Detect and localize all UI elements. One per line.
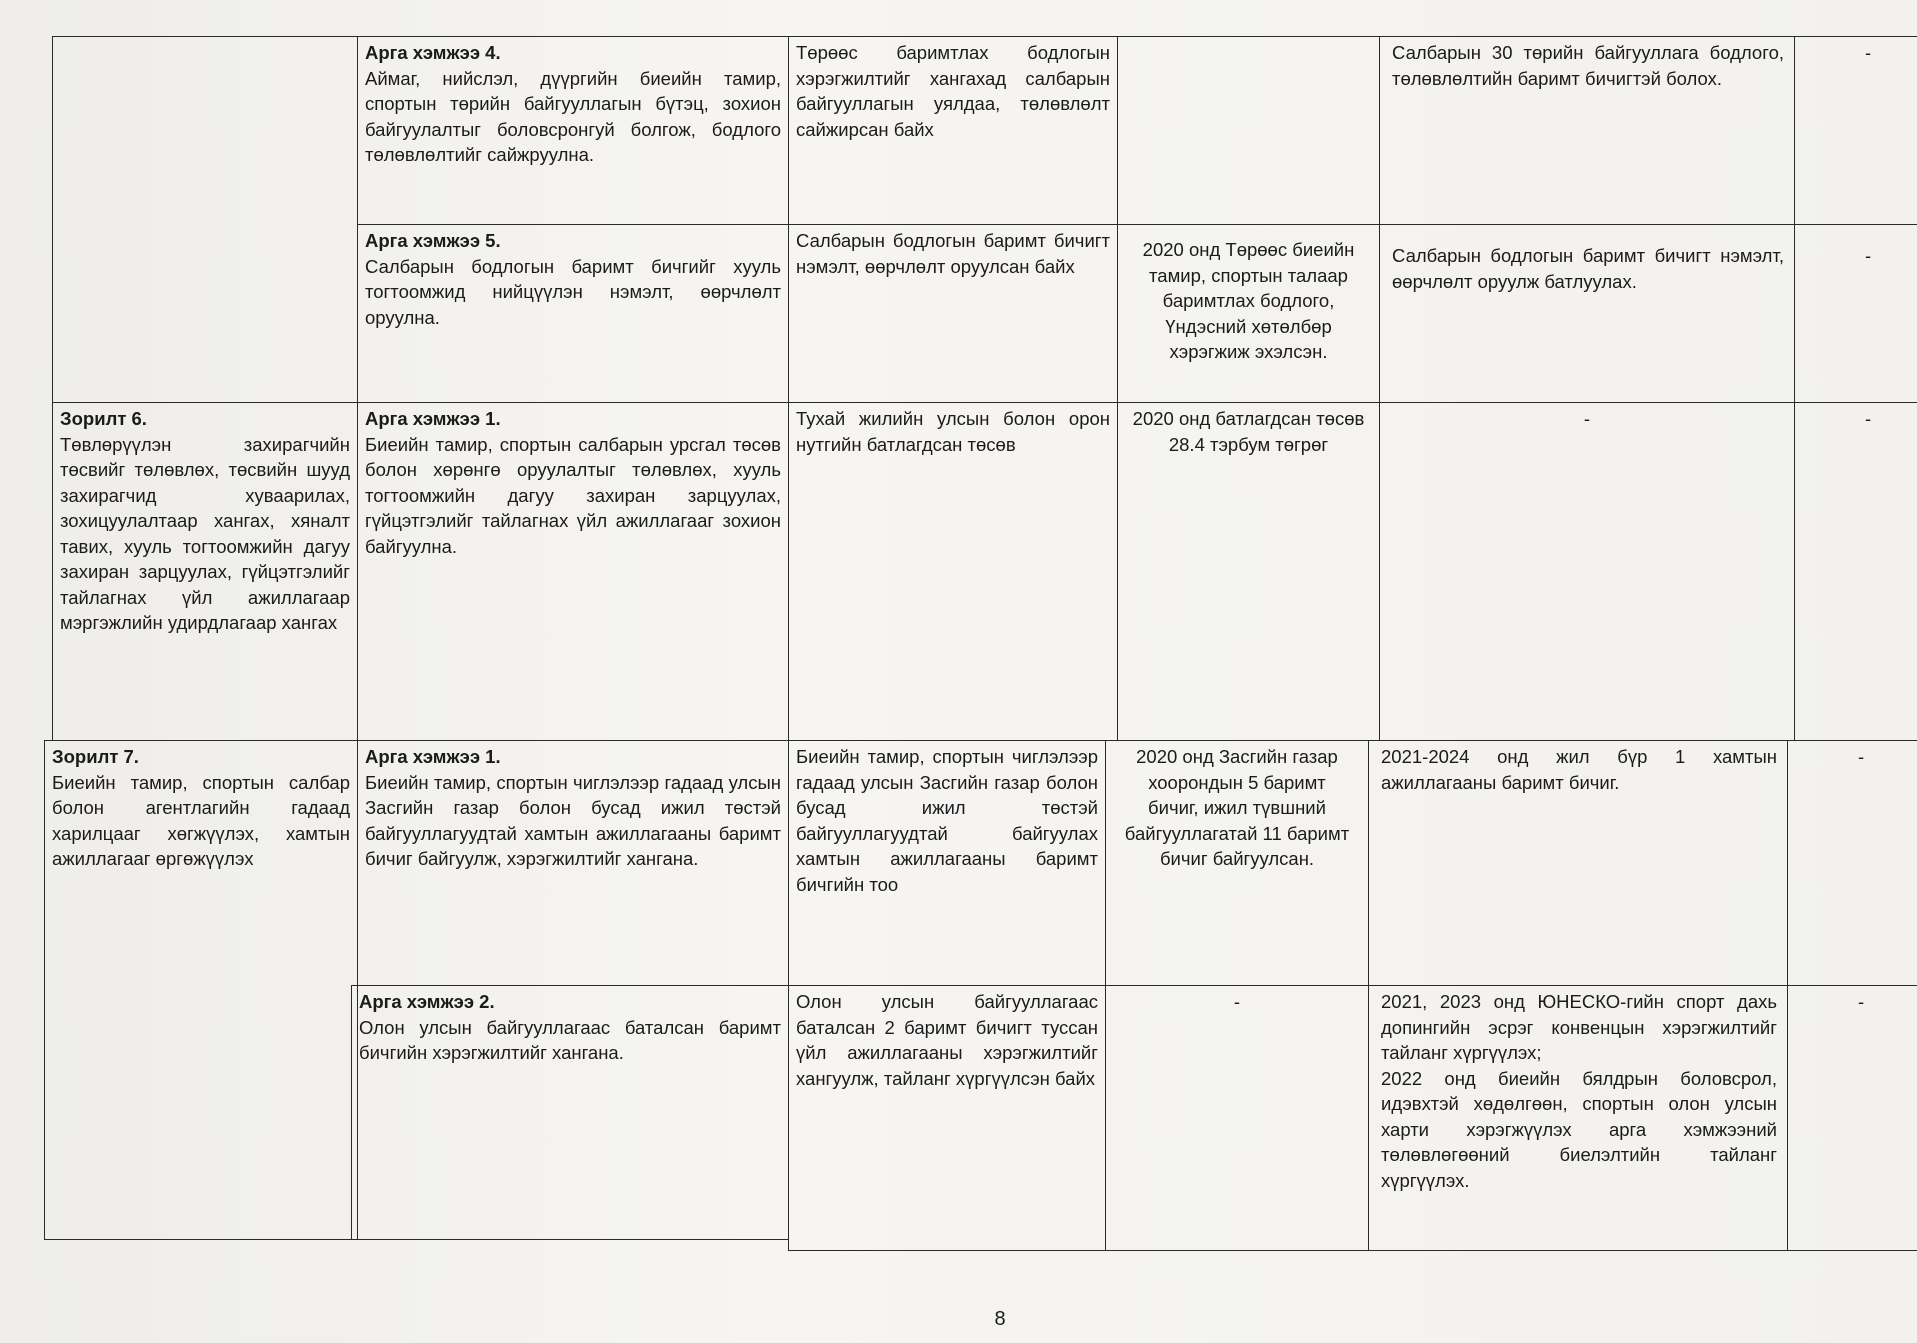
goal-6-measure-1-title: Арга хэмжээ 1.: [365, 408, 501, 429]
goal-7-measure-1-indicator-text: Биеийн тамир, спортын чиглэлээр гадаад улсын Засгийн газар болон бусад ижил төстэй байгууллагуудтай байгуулах хамтын ажиллагааны баримт бичгийн тоо: [796, 746, 1098, 895]
goal-6-measure-1-cell: [357, 402, 789, 741]
goal-7-measure-1-text: Биеийн тамир, спортын чиглэлээр гадаад улсын Засгийн газар болон бусад ижил төстэй байгууллагуудтай хамтын ажиллагааны баримт бичиг байгуулж, хэрэгжилтийг хангана.: [365, 771, 781, 869]
goal-7-cell: [44, 740, 358, 1240]
goal-7-measure-1-baseline-text: 2020 онд Засгийн газар хоорондын 5 баримт бичиг, ижил түвшний байгууллагатай 11 баримт бичиг байгуулсан.: [1124, 746, 1350, 869]
measure-4-last-text: -: [1865, 42, 1872, 63]
goal-6-cell: [52, 402, 358, 741]
goal-6-target: [1379, 402, 1795, 741]
measure-4-last: [1794, 36, 1917, 225]
goal-6-title: Зорилт 6.: [60, 408, 147, 429]
measure-5-cell: [357, 224, 789, 403]
measure-5-indicator-text: Салбарын бодлогын баримт бичигт нэмэлт, өөрчлөлт оруулсан байх: [796, 230, 1110, 277]
goal-6-measure-1-text: Биеийн тамир, спортын салбарын урсгал төсөв болон хөрөнгө оруулалтыг төлөвлөх, хууль тогтоомжийн дагуу захиран зарцуулах, гүйцэтгэлийг тайлагнах үйл ажиллагааг зохион байгуулна.: [365, 433, 781, 557]
measure-4-title: Арга хэмжээ 4.: [365, 42, 501, 63]
goal-7-title: Зорилт 7.: [52, 746, 139, 767]
goal-7-measure-2-text: Олон улсын байгууллагаас баталсан баримт бичгийн хэрэгжилтийг хангана.: [359, 1016, 781, 1063]
goal-7-measure-2-baseline: [1105, 985, 1369, 1251]
goal-7-measure-2-indicator: [788, 985, 1106, 1251]
measure-5-target-text: Салбарын бодлогын баримт бичигт нэмэлт, өөрчлөлт оруулж батлуулах.: [1392, 245, 1784, 292]
goal-7-measure-1-indicator: [788, 740, 1106, 986]
goal-cell-empty: [52, 36, 358, 403]
goal-7-measure-2-indicator-text: Олон улсын байгууллагаас баталсан 2 баримт бичигт туссан үйл ажиллагааны хэрэгжилтийг хангуулж, тайланг хүргүүлсэн байх: [796, 991, 1098, 1089]
measure-4-baseline: [1117, 36, 1380, 225]
goal-7-measure-2-cell: [351, 985, 789, 1240]
measure-4-indicator-text: Төрөөс баримтлах бодлогын хэрэгжилтийг хангахад салбарын байгууллагын уялдаа, төлөвлөлт сайжирсан байх: [796, 42, 1110, 140]
goal-6-target-text: -: [1583, 408, 1591, 429]
measure-5-baseline: [1117, 224, 1380, 403]
goal-6-text: Төвлөрүүлэн захирагчийн төсвийг төлөвлөх, төсвийн шууд захирагчид хуваарилах, зохицуулалтаар хангах, хяналт тавих, хууль тогтоомжийн дагуу захиран зарцуулах, гүйцэтгэлийг тайлагнах үйл ажиллагаар мэргэжлийн удирдлагаар хангах: [60, 433, 350, 633]
goal-6-indicator-text: Тухай жилийн улсын болон орон нутгийн батлагдсан төсөв: [796, 408, 1110, 455]
goal-7-measure-1-title: Арга хэмжээ 1.: [365, 746, 501, 767]
page-number: 8: [994, 1308, 1006, 1330]
measure-5-text: Салбарын бодлогын баримт бичгийг хууль тогтоомжид нийцүүлэн нэмэлт, өөрчлөлт оруулна.: [365, 255, 781, 328]
goal-7-measure-2-target: [1368, 985, 1788, 1251]
measure-5-baseline-text: 2020 онд Төрөөс биеийн тамир, спортын талаар баримтлах бодлого, Үндэсний хөтөлбөр хэрэгжиж эхэлсэн.: [1142, 239, 1355, 362]
measure-5-target: [1379, 224, 1795, 403]
measure-5-last: [1794, 224, 1917, 403]
goal-7-measure-2-target-2: 2022 онд биеийн бялдрын боловсрол, идэвхтэй хөдөлгөөн, спортын олон улсын харти хэрэгжүүлэх арга хэмжээний төлөвлөгөөний биелэлтийн тайланг хүргүүлэх.: [1381, 1067, 1777, 1191]
goal-7-measure-2-baseline-text: -: [1233, 991, 1241, 1012]
measure-4-cell: [357, 36, 789, 225]
measure-4-text: Аймаг, нийслэл, дүүргийн биеийн тамир, спортын төрийн байгууллагын бүтэц, зохион байгуулалтыг боловсронгуй болгож, бодлого төлөвлөлтийг сайжруулна.: [365, 67, 781, 165]
goal-6-indicator: [788, 402, 1118, 741]
measure-5-indicator: [788, 224, 1118, 403]
measure-4-target-text: Салбарын 30 төрийн байгууллага бодлого, төлөвлөлтийн баримт бичигтэй болох.: [1392, 42, 1784, 89]
goal-7-text: Биеийн тамир, спортын салбар болон агентлагийн гадаад харилцааг хөгжүүлэх, хамтын ажиллагааг өргөжүүлэх: [52, 771, 350, 869]
goal-6-baseline: [1117, 402, 1380, 741]
goal-6-last: [1794, 402, 1917, 741]
goal-7-measure-1-last: [1787, 740, 1917, 986]
goal-7-measure-2-last: [1787, 985, 1917, 1251]
goal-7-measure-1-cell: [357, 740, 789, 986]
goal-7-measure-2-last-text: -: [1858, 991, 1865, 1012]
goal-7-measure-2-target-1: 2021, 2023 онд ЮНЕСКО-гийн спорт дахь допингийн эсрэг конвенцын хэрэгжилтийг тайланг хүргүүлэх;: [1381, 991, 1777, 1063]
goal-7-measure-1-target: [1368, 740, 1788, 986]
goal-6-baseline-text: 2020 онд батлагдсан төсөв 28.4 тэрбум төгрөг: [1132, 408, 1365, 455]
measure-5-title: Арга хэмжээ 5.: [365, 230, 501, 251]
goal-7-measure-1-baseline: [1105, 740, 1369, 986]
goal-6-last-text: -: [1865, 408, 1872, 429]
measure-4-indicator: [788, 36, 1118, 225]
measure-4-target: [1379, 36, 1795, 225]
goal-7-measure-1-target-text: 2021-2024 онд жил бүр 1 хамтын ажиллагааны баримт бичиг.: [1381, 746, 1777, 793]
goal-7-measure-1-last-text: -: [1858, 746, 1865, 767]
measure-5-last-text: -: [1865, 245, 1872, 266]
goal-7-measure-2-title: Арга хэмжээ 2.: [359, 991, 495, 1012]
